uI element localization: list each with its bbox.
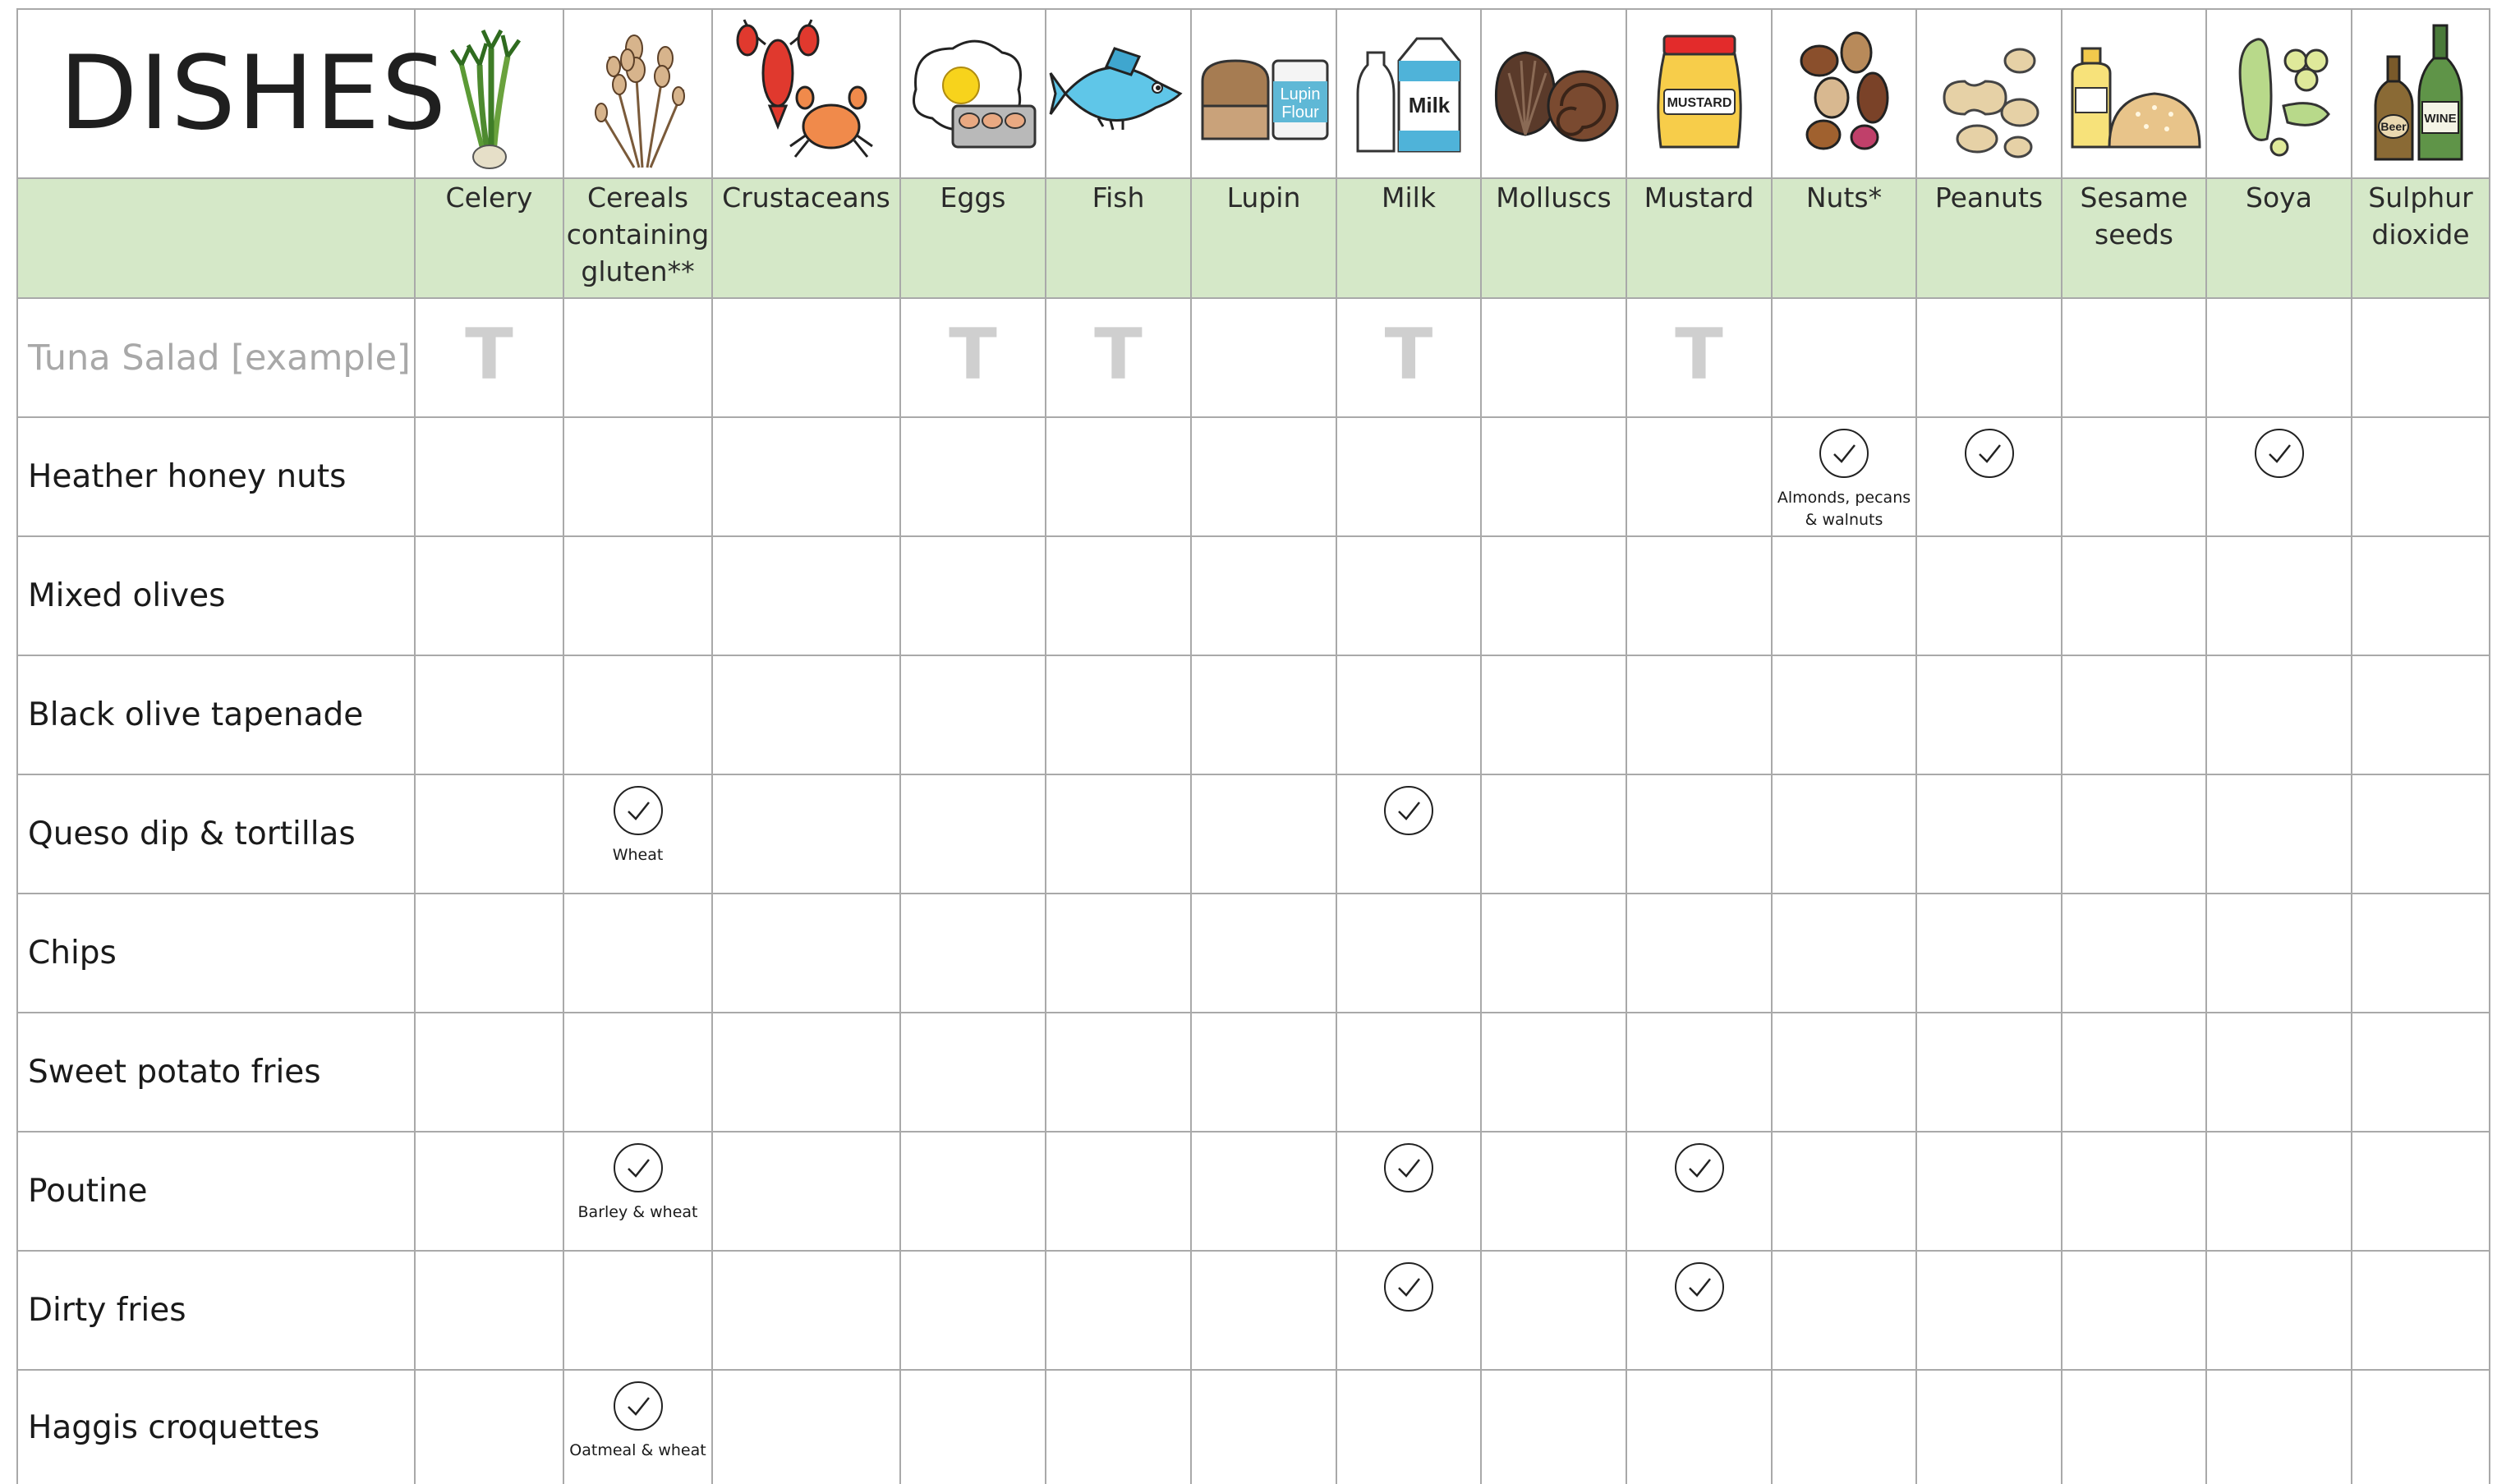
example-mark: T bbox=[465, 313, 513, 396]
checkmark-icon bbox=[1964, 428, 2015, 479]
allergen-cell bbox=[1481, 894, 1626, 1013]
allergen-header-wheat bbox=[563, 178, 712, 298]
dish-row bbox=[17, 1132, 2490, 1251]
checkmark-icon bbox=[1674, 1142, 1725, 1193]
svg-text:Beer: Beer bbox=[2380, 120, 2407, 133]
allergen-cell bbox=[1626, 894, 1772, 1013]
allergen-label: Lupin bbox=[1226, 181, 1301, 214]
svg-text:Milk: Milk bbox=[1408, 93, 1451, 117]
corner-cell bbox=[17, 178, 415, 298]
checkmark-icon bbox=[2254, 428, 2305, 479]
allergen-cell bbox=[415, 894, 563, 1013]
allergen-cell bbox=[2352, 655, 2490, 774]
allergen-label: Nuts* bbox=[1805, 181, 1883, 214]
allergen-cell bbox=[1916, 894, 2062, 1013]
checkmark-icon bbox=[1383, 1261, 1434, 1312]
allergen-icon-cell bbox=[1336, 9, 1481, 178]
allergen-cell bbox=[1481, 1251, 1626, 1370]
allergen-cell bbox=[2352, 1251, 2490, 1370]
dish-row bbox=[17, 894, 2490, 1013]
allergen-cell bbox=[1626, 417, 1772, 536]
dish-row bbox=[17, 1013, 2490, 1132]
allergen-cell bbox=[1191, 1370, 1336, 1484]
allergen-cell bbox=[2062, 298, 2206, 417]
allergen-cell bbox=[1046, 1013, 1191, 1132]
allergen-cell bbox=[1191, 1132, 1336, 1251]
allergen-cell bbox=[415, 1370, 563, 1484]
allergen-present bbox=[564, 1371, 711, 1484]
allergen-cell bbox=[1191, 536, 1336, 655]
allergen-header-sesame bbox=[2062, 178, 2206, 298]
allergen-cell bbox=[1481, 1013, 1626, 1132]
allergen-cell bbox=[1772, 1370, 1916, 1484]
allergen-cell bbox=[2206, 1251, 2352, 1370]
allergen-cell bbox=[1772, 1132, 1916, 1251]
example-mark: T bbox=[1094, 313, 1143, 396]
allergen-cell bbox=[2206, 1132, 2352, 1251]
allergen-icon-cell bbox=[563, 9, 712, 178]
dish-row bbox=[17, 536, 2490, 655]
allergen-header-lobster-crab bbox=[712, 178, 900, 298]
allergen-cell bbox=[2206, 536, 2352, 655]
allergen-present bbox=[1627, 1252, 1771, 1369]
dish-name: Tuna Salad [example] bbox=[17, 298, 415, 417]
allergen-cell bbox=[712, 774, 900, 894]
allergen-cell bbox=[1046, 298, 1191, 417]
allergen-cell bbox=[415, 298, 563, 417]
fish-icon bbox=[1049, 16, 1189, 172]
allergen-cell bbox=[2206, 655, 2352, 774]
allergen-note: Wheat bbox=[612, 846, 664, 864]
dish-row bbox=[17, 655, 2490, 774]
allergen-cell bbox=[1772, 655, 1916, 774]
allergen-label: Sesame seeds bbox=[2080, 181, 2188, 250]
allergen-cell bbox=[1191, 655, 1336, 774]
allergen-cell bbox=[563, 298, 712, 417]
soya-icon bbox=[2218, 16, 2341, 172]
allergen-cell bbox=[1772, 894, 1916, 1013]
allergen-cell bbox=[1626, 1013, 1772, 1132]
allergen-cell bbox=[563, 774, 712, 894]
allergen-label: Eggs bbox=[940, 181, 1006, 214]
allergen-cell bbox=[1046, 417, 1191, 536]
allergen-cell bbox=[2062, 1013, 2206, 1132]
allergen-cell bbox=[900, 1370, 1046, 1484]
dish-name: Haggis croquettes bbox=[17, 1370, 415, 1484]
allergen-cell bbox=[2206, 1013, 2352, 1132]
allergen-cell bbox=[563, 655, 712, 774]
allergen-present bbox=[2207, 418, 2351, 535]
allergen-header-milk bbox=[1336, 178, 1481, 298]
allergen-icon-cell bbox=[2062, 9, 2206, 178]
allergen-cell bbox=[712, 1370, 900, 1484]
allergen-cell bbox=[900, 894, 1046, 1013]
dish-name: Heather honey nuts bbox=[17, 417, 415, 536]
nuts-icon bbox=[1782, 16, 1906, 172]
allergen-cell bbox=[1336, 894, 1481, 1013]
allergen-cell bbox=[2206, 774, 2352, 894]
allergen-cell bbox=[1046, 1132, 1191, 1251]
dish-name: Poutine bbox=[17, 1132, 415, 1251]
allergen-cell bbox=[2206, 417, 2352, 536]
allergen-cell bbox=[1046, 1251, 1191, 1370]
allergen-cell bbox=[563, 1013, 712, 1132]
allergen-present bbox=[1627, 1133, 1771, 1250]
allergen-cell bbox=[712, 1013, 900, 1132]
allergen-present bbox=[564, 775, 711, 893]
allergen-icon-cell bbox=[712, 9, 900, 178]
allergen-cell bbox=[712, 417, 900, 536]
allergen-label: Crustaceans bbox=[722, 181, 890, 214]
allergen-cell bbox=[1046, 536, 1191, 655]
allergen-cell bbox=[1481, 298, 1626, 417]
allergen-cell bbox=[415, 655, 563, 774]
allergen-label: Milk bbox=[1382, 181, 1436, 214]
allergen-cell bbox=[900, 1132, 1046, 1251]
allergen-cell bbox=[1916, 655, 2062, 774]
allergen-cell bbox=[712, 1251, 900, 1370]
allergen-label: Sulphur dioxide bbox=[2368, 181, 2473, 250]
allergen-icon-cell bbox=[1626, 9, 1772, 178]
allergen-cell bbox=[1336, 1132, 1481, 1251]
example-row bbox=[17, 298, 2490, 417]
allergen-cell bbox=[900, 1013, 1046, 1132]
allergen-cell bbox=[1336, 1370, 1481, 1484]
checkmark-icon bbox=[1383, 1142, 1434, 1193]
allergen-cell bbox=[712, 298, 900, 417]
svg-text:WINE: WINE bbox=[2424, 112, 2457, 126]
allergen-cell bbox=[1336, 1013, 1481, 1132]
allergen-cell bbox=[415, 1132, 563, 1251]
allergen-cell bbox=[1916, 1013, 2062, 1132]
allergen-cell bbox=[1191, 1251, 1336, 1370]
allergen-label: Peanuts bbox=[1934, 181, 2044, 214]
lupin-flour-icon bbox=[1194, 16, 1334, 172]
svg-text:Lupin: Lupin bbox=[1280, 85, 1320, 103]
checkmark-icon bbox=[613, 1142, 664, 1193]
allergen-header-peanut bbox=[1916, 178, 2062, 298]
allergen-header-celery bbox=[415, 178, 563, 298]
checkmark-icon bbox=[613, 1381, 664, 1431]
allergen-cell bbox=[1481, 1370, 1626, 1484]
allergen-cell bbox=[1481, 655, 1626, 774]
allergen-header-egg bbox=[900, 178, 1046, 298]
allergen-cell bbox=[712, 655, 900, 774]
allergen-cell bbox=[2062, 1251, 2206, 1370]
dish-name: Sweet potato fries bbox=[17, 1013, 415, 1132]
icon-row bbox=[17, 9, 2490, 178]
allergen-present bbox=[1337, 1133, 1480, 1250]
allergen-cell bbox=[2062, 894, 2206, 1013]
dish-row bbox=[17, 1370, 2490, 1484]
allergen-label: Molluscs bbox=[1496, 181, 1612, 214]
allergen-icon-cell bbox=[1772, 9, 1916, 178]
beer-wine-icon bbox=[2363, 16, 2478, 172]
allergen-label: Fish bbox=[1092, 181, 1145, 214]
allergen-cell bbox=[1626, 1132, 1772, 1251]
allergen-icon-cell bbox=[1191, 9, 1336, 178]
allergen-cell bbox=[415, 536, 563, 655]
allergen-cell bbox=[1046, 1370, 1191, 1484]
allergen-cell bbox=[563, 417, 712, 536]
allergen-cell bbox=[1191, 298, 1336, 417]
allergen-cell bbox=[563, 1370, 712, 1484]
allergen-cell bbox=[1191, 417, 1336, 536]
allergen-cell bbox=[415, 417, 563, 536]
allergen-icon-cell bbox=[1481, 9, 1626, 178]
allergen-cell bbox=[1916, 298, 2062, 417]
allergen-cell bbox=[2352, 1132, 2490, 1251]
allergen-present bbox=[1337, 775, 1480, 893]
allergen-cell bbox=[900, 1251, 1046, 1370]
allergen-cell bbox=[1046, 774, 1191, 894]
allergen-cell bbox=[1772, 1013, 1916, 1132]
allergen-cell bbox=[2206, 298, 2352, 417]
allergen-header-mustard bbox=[1626, 178, 1772, 298]
dish-name: Queso dip & tortillas bbox=[17, 774, 415, 894]
dish-name: Black olive tapenade bbox=[17, 655, 415, 774]
allergen-header-fish bbox=[1046, 178, 1191, 298]
allergen-cell bbox=[1626, 298, 1772, 417]
example-mark: T bbox=[949, 313, 997, 396]
allergen-present bbox=[564, 1133, 711, 1250]
allergen-cell bbox=[1916, 774, 2062, 894]
allergen-label: Mustard bbox=[1644, 181, 1754, 214]
checkmark-icon bbox=[1819, 428, 1869, 479]
allergen-header-soya bbox=[2206, 178, 2352, 298]
allergen-cell bbox=[900, 417, 1046, 536]
allergen-cell bbox=[1336, 774, 1481, 894]
allergen-cell bbox=[415, 1251, 563, 1370]
allergen-cell bbox=[1916, 417, 2062, 536]
allergen-cell bbox=[1191, 1013, 1336, 1132]
allergen-note: Oatmeal & wheat bbox=[569, 1441, 706, 1459]
allergen-cell bbox=[2062, 1132, 2206, 1251]
lobster-crab-icon bbox=[733, 16, 881, 172]
allergen-cell bbox=[2062, 536, 2206, 655]
allergen-note: Almonds, pecans & walnuts bbox=[1777, 489, 1911, 529]
allergen-cell bbox=[2352, 536, 2490, 655]
allergen-cell bbox=[712, 894, 900, 1013]
allergen-cell bbox=[1626, 1251, 1772, 1370]
mustard-icon bbox=[1646, 16, 1753, 172]
allergen-cell bbox=[1481, 417, 1626, 536]
milk-icon bbox=[1351, 16, 1466, 172]
allergen-cell bbox=[712, 536, 900, 655]
allergen-cell bbox=[1481, 536, 1626, 655]
allergen-header-shell bbox=[1481, 178, 1626, 298]
allergen-header-beer-wine bbox=[2352, 178, 2490, 298]
dish-row bbox=[17, 1251, 2490, 1370]
allergen-label: Soya bbox=[2246, 181, 2312, 214]
allergen-cell bbox=[2352, 298, 2490, 417]
allergen-cell bbox=[1336, 417, 1481, 536]
allergen-cell bbox=[1916, 1132, 2062, 1251]
allergen-cell bbox=[1046, 655, 1191, 774]
allergen-cell bbox=[900, 655, 1046, 774]
allergen-cell bbox=[1772, 417, 1916, 536]
title-cell bbox=[17, 9, 448, 178]
allergen-cell bbox=[1916, 536, 2062, 655]
sesame-icon bbox=[2064, 16, 2204, 172]
allergen-cell bbox=[1191, 894, 1336, 1013]
allergen-note: Barley & wheat bbox=[577, 1203, 698, 1221]
dish-name: Mixed olives bbox=[17, 536, 415, 655]
allergen-header-row bbox=[17, 178, 2490, 298]
allergen-cell bbox=[415, 774, 563, 894]
allergen-cell bbox=[2352, 1370, 2490, 1484]
egg-icon bbox=[904, 16, 1043, 172]
allergen-header-nuts bbox=[1772, 178, 1916, 298]
allergen-cell bbox=[1481, 774, 1626, 894]
dish-row bbox=[17, 774, 2490, 894]
allergen-cell bbox=[1626, 774, 1772, 894]
allergen-cell bbox=[712, 1132, 900, 1251]
allergen-cell bbox=[2352, 894, 2490, 1013]
allergen-header-lupin-flour bbox=[1191, 178, 1336, 298]
allergen-cell bbox=[1626, 1370, 1772, 1484]
allergen-cell bbox=[1191, 774, 1336, 894]
allergen-icon-cell bbox=[900, 9, 1046, 178]
allergen-cell bbox=[1481, 1132, 1626, 1251]
allergen-cell bbox=[563, 894, 712, 1013]
allergen-cell bbox=[2062, 655, 2206, 774]
allergen-cell bbox=[1336, 1251, 1481, 1370]
allergen-cell bbox=[1626, 536, 1772, 655]
allergen-cell bbox=[900, 298, 1046, 417]
dish-name: Dirty fries bbox=[17, 1251, 415, 1370]
allergen-label: Cereals containing gluten** bbox=[566, 181, 710, 287]
allergen-cell bbox=[900, 774, 1046, 894]
allergen-cell bbox=[1772, 1251, 1916, 1370]
checkmark-icon bbox=[1674, 1261, 1725, 1312]
allergen-cell bbox=[563, 1132, 712, 1251]
allergen-icon-cell bbox=[2206, 9, 2352, 178]
allergen-label: Celery bbox=[445, 181, 533, 214]
allergen-cell bbox=[2062, 1370, 2206, 1484]
allergen-cell bbox=[1916, 1251, 2062, 1370]
page-title: DISHES bbox=[59, 34, 448, 153]
allergen-cell bbox=[1336, 298, 1481, 417]
allergen-present bbox=[1773, 418, 1915, 535]
allergen-cell bbox=[2062, 774, 2206, 894]
allergen-cell bbox=[2206, 894, 2352, 1013]
shell-icon bbox=[1484, 16, 1624, 172]
allergen-present bbox=[1917, 418, 2061, 535]
allergen-cell bbox=[1772, 298, 1916, 417]
checkmark-icon bbox=[613, 785, 664, 836]
allergen-icon-cell bbox=[1916, 9, 2062, 178]
peanut-icon bbox=[1928, 16, 2051, 172]
allergen-cell bbox=[2352, 774, 2490, 894]
allergen-cell bbox=[563, 536, 712, 655]
allergen-cell bbox=[563, 1251, 712, 1370]
allergen-cell bbox=[2352, 1013, 2490, 1132]
dish-row bbox=[17, 417, 2490, 536]
allergen-present bbox=[1337, 1252, 1480, 1369]
checkmark-icon bbox=[1383, 785, 1434, 836]
allergen-cell bbox=[2352, 417, 2490, 536]
allergen-matrix bbox=[16, 8, 2489, 1480]
svg-text:Flour: Flour bbox=[1281, 103, 1319, 122]
allergen-cell bbox=[2206, 1370, 2352, 1484]
allergen-icon-cell bbox=[2352, 9, 2490, 178]
allergen-cell bbox=[1336, 536, 1481, 655]
example-mark: T bbox=[1384, 313, 1433, 396]
allergen-cell bbox=[1046, 894, 1191, 1013]
allergen-cell bbox=[1916, 1370, 2062, 1484]
dish-name: Chips bbox=[17, 894, 415, 1013]
allergen-cell bbox=[2062, 417, 2206, 536]
wheat-icon bbox=[577, 16, 700, 172]
example-mark: T bbox=[1675, 313, 1723, 396]
allergen-cell bbox=[1772, 536, 1916, 655]
allergen-icon-cell bbox=[1046, 9, 1191, 178]
svg-text:MUSTARD: MUSTARD bbox=[1667, 96, 1731, 110]
allergen-cell bbox=[900, 536, 1046, 655]
allergen-cell bbox=[1626, 655, 1772, 774]
allergen-cell bbox=[415, 1013, 563, 1132]
allergen-cell bbox=[1772, 774, 1916, 894]
celery-icon bbox=[432, 16, 547, 172]
allergen-cell bbox=[1336, 655, 1481, 774]
allergen-table bbox=[16, 8, 2490, 1484]
